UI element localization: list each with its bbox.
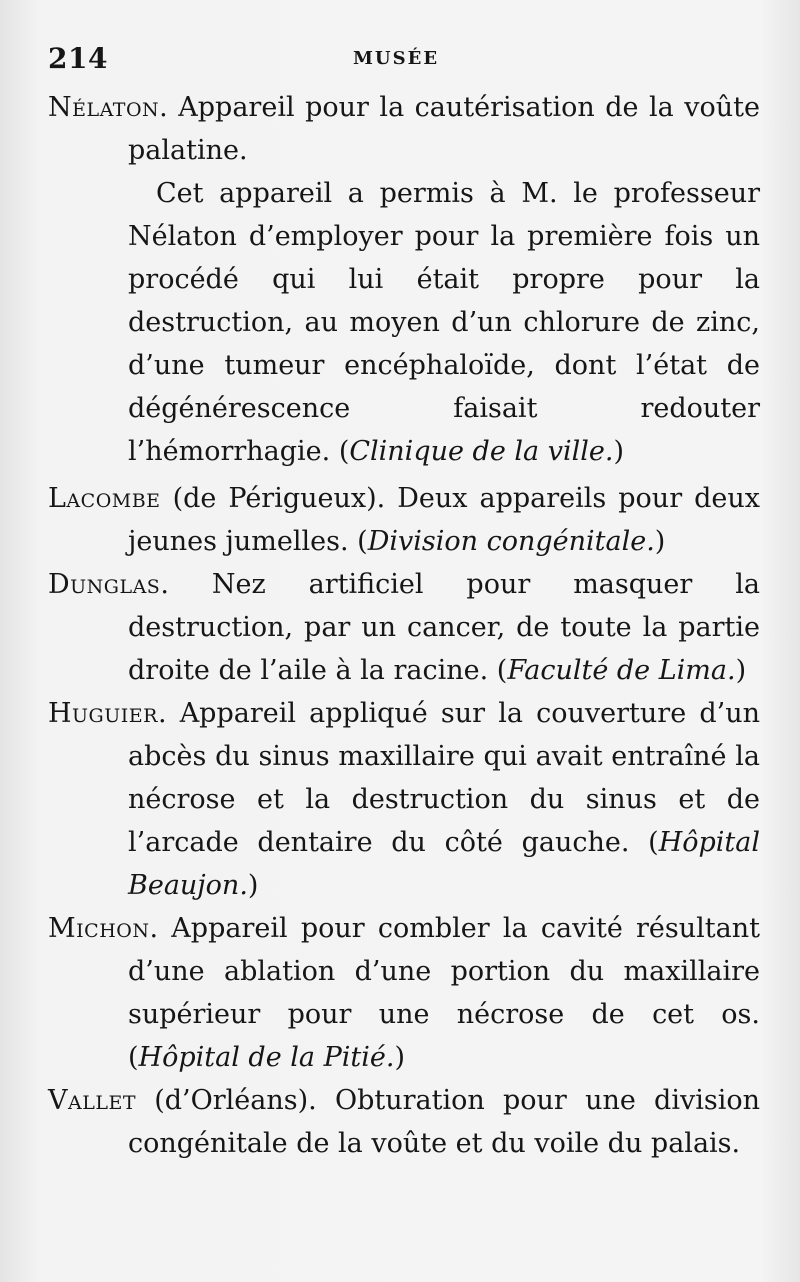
entry-text: Obturation pour une division congénitale de la voûte et du voile du palais.	[128, 1085, 760, 1159]
running-head: MUSÉE	[353, 48, 440, 69]
entry-name: Lacombe	[48, 483, 161, 514]
entry-vallet	[48, 1079, 760, 1165]
note-text: Cet appareil a permis à M. le professeur Nélaton d’employer pour la première fois un procédé qui lui était propre pour la destruction, au moyen d’un chlorure de zinc, d’une tumeur encéphaloïde, dont l’état de dégénérescence faisait redouter l’hémorrhagie.	[128, 178, 760, 467]
page-number: 214	[48, 42, 108, 75]
entry-text: Nez artificiel pour masquer la destruction, par un cancer, de toute la partie droite de l’aile à la racine.	[128, 569, 760, 686]
page-header	[48, 42, 748, 78]
entry-lacombe: Lacombe (de Périgueux). Deux appareils pour deux jeunes jumelles. (Division congénitale.)	[48, 483, 760, 557]
entry-citation: Division congénitale.	[367, 526, 655, 557]
entry-citation: Hôpital de la Pitié.	[138, 1042, 395, 1073]
entry-text: Appareil pour combler la cavité résultant d’une ablation d’une portion du maxillaire supérieur pour une nécrose de cet os.	[128, 913, 760, 1030]
entry-text: Appareil appliqué sur la couverture d’un abcès du sinus maxillaire qui avait entraîné la nécrose et la destruction du sinus et de l’arcade dentaire du côté gauche.	[128, 698, 760, 858]
entry-name: Huguier	[48, 698, 158, 729]
entry-name: Nélaton	[48, 92, 160, 123]
entry-name: Dunglas	[48, 569, 161, 600]
catalog-entries	[48, 86, 760, 1165]
entry-citation: Faculté de Lima.	[507, 655, 736, 686]
entry-dunglas: Dunglas. Nez artificiel pour masquer la destruction, par un cancer, de toute la partie droite de l’aile à la racine. (Faculté de Lima.)	[48, 569, 760, 686]
entry-text: Appareil pour la cautérisation de la voûte palatine.	[128, 92, 760, 166]
entry-name: Michon	[48, 913, 150, 944]
entry-nelaton-note: Cet appareil a permis à M. le professeur Nélaton d’employer pour la première fois un procédé qui lui était propre pour la destruction, au moyen d’un chlorure de zinc, d’une tumeur encéphaloïde, dont l’état de dégénérescence faisait redouter l’hémorrhagie. (Clinique de la ville.)	[128, 178, 760, 467]
entry-nelaton: Nélaton. Appareil pour la cautérisation de la voûte palatine.	[48, 92, 760, 166]
entry-huguier: Huguier. Appareil appliqué sur la couverture d’un abcès du sinus maxillaire qui avait entraîné la nécrose et la destruction du sinus et de l’arcade dentaire du côté gauche. (Hôpital Beaujon.)	[48, 698, 761, 901]
entry-michon: Michon. Appareil pour combler la cavité résultant d’une ablation d’une portion du maxillaire supérieur pour une nécrose de cet os. (Hôpital de la Pitié.)	[48, 913, 760, 1073]
entry-citation: Hôpital Beaujon.	[128, 827, 761, 901]
entry-citation: Clinique de la ville.	[349, 436, 614, 467]
entry-name: Vallet	[48, 1085, 136, 1116]
entry-place: (d’Orléans).	[154, 1085, 317, 1116]
entry-text: Deux appareils pour deux jeunes jumelles.	[128, 483, 760, 557]
entry-place: (de Périgueux).	[172, 483, 386, 514]
